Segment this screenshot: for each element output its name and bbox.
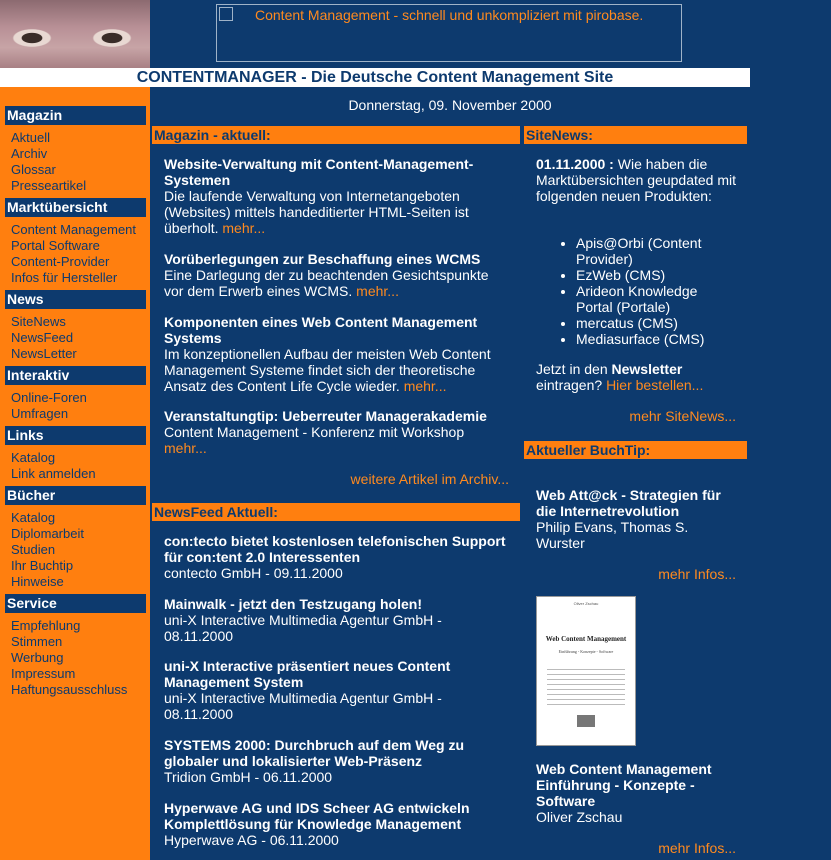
newsfeed-item[interactable] xyxy=(164,658,510,722)
newsfeed-title[interactable]: Mainwalk - jetzt den Testzugang holen! xyxy=(164,596,422,612)
newsletter-word: Newsletter xyxy=(611,361,683,377)
current-date: Donnerstag, 09. November 2000 xyxy=(348,97,552,113)
product-item: • mercatus (CMS) xyxy=(576,315,736,331)
newsfeed-source: contecto GmbH - 09.11.2000 xyxy=(164,565,343,581)
nav-item[interactable]: Impressum xyxy=(11,666,76,681)
cover-title: Web Content Management xyxy=(545,635,627,643)
nav-item[interactable]: Archiv xyxy=(11,146,48,161)
nav-item[interactable]: Katalog xyxy=(11,450,56,465)
site-title: CONTENTMANAGER - Die Deutsche Content Management Site xyxy=(0,68,750,87)
nav-item[interactable]: Ihr Buchtip xyxy=(11,558,74,573)
book-cover-image[interactable] xyxy=(536,596,636,746)
cover-author: Oliver Zschau xyxy=(573,601,599,606)
article-title: Komponenten eines Web Content Management Systems xyxy=(164,314,478,346)
article-text: Im konzeptionellen Aufbau der meisten Web Content Management Systeme findet sich der theoretische Ansatz des Content Life Cycle wieder. xyxy=(164,346,491,394)
nav-item[interactable]: Umfragen xyxy=(11,406,69,421)
cover-text-lines xyxy=(547,669,625,709)
article-text: Die laufende Verwaltung von Internetangeboten (Websites) mittels handeditierter HTML-Seiten ist überholt. xyxy=(164,188,469,236)
buchtip-heading: Aktueller BuchTip: xyxy=(524,441,747,459)
magazin-article xyxy=(164,156,510,236)
newsfeed-item[interactable] xyxy=(164,737,510,785)
newsfeed-item[interactable] xyxy=(164,533,510,581)
broken-image-icon xyxy=(219,7,233,21)
newsletter-order-link[interactable]: Hier bestellen... xyxy=(606,377,704,393)
newsfeed-title[interactable]: con:tecto bietet kostenlosen telefonischen Support für con:tent 2.0 Interessenten xyxy=(164,533,506,565)
nav-item[interactable]: Studien xyxy=(11,542,56,557)
newsfeed-heading: NewsFeed Aktuell: xyxy=(152,503,520,521)
product-item: • Apis@Orbi (Content Provider) xyxy=(576,235,736,267)
nav-item[interactable]: Aktuell xyxy=(11,130,51,145)
sitenews-intro: Wie haben die Marktübersichten geupdated mit folgenden neuen Produkten: xyxy=(536,156,736,204)
newsfeed-item[interactable] xyxy=(164,800,510,848)
book-title: Web Content Management Einführung - Konzepte - Software xyxy=(536,761,712,809)
nav-item[interactable]: Haftungsausschluss xyxy=(11,682,128,697)
nav-item[interactable]: Werbung xyxy=(11,650,64,665)
newsletter-pre: Jetzt in den xyxy=(536,361,612,377)
article-more-link[interactable]: mehr... xyxy=(403,378,447,394)
nav-item[interactable]: Empfehlung xyxy=(11,618,81,633)
newsfeed-source: Hyperwave AG - 06.11.2000 xyxy=(164,832,339,848)
nav-section-heading: Interaktiv xyxy=(5,366,146,385)
nav-item[interactable]: NewsFeed xyxy=(11,330,74,345)
nav-item[interactable]: Link anmelden xyxy=(11,466,96,481)
newsfeed-item[interactable] xyxy=(164,596,510,644)
book-more-link[interactable]: mehr Infos... xyxy=(658,566,736,582)
nav-item[interactable]: Diplomarbeit xyxy=(11,526,84,541)
product-item: • EzWeb (CMS) xyxy=(576,267,736,283)
publisher-logo xyxy=(577,715,595,727)
article-title: Veranstaltungtip: Ueberreuter Managerakademie xyxy=(164,408,487,424)
article-more-link[interactable]: mehr... xyxy=(356,283,399,299)
product-list xyxy=(536,235,736,347)
newsletter-prompt xyxy=(536,361,736,393)
newsfeed-source: uni-X Interactive Multimedia Agentur GmbH - 08.11.2000 xyxy=(164,612,442,644)
banner-alt-text: Content Management - schnell und unkompliziert mit pirobase. xyxy=(255,7,644,23)
nav-section-heading: Magazin xyxy=(5,106,146,125)
nav-section-heading: Service xyxy=(5,594,146,613)
nav-section-heading: Bücher xyxy=(5,486,146,505)
nav-section-heading: Links xyxy=(5,426,146,445)
nav-item[interactable]: Katalog xyxy=(11,510,56,525)
newsfeed-title[interactable]: uni-X Interactive präsentiert neues Content Management System xyxy=(164,658,451,690)
nav-section-heading: Marktübersicht xyxy=(5,198,146,217)
buchtip-book xyxy=(536,487,736,551)
nav-item[interactable]: Portal Software xyxy=(11,238,100,253)
magazin-article xyxy=(164,408,510,456)
article-text: Content Management - Konferenz mit Workshop xyxy=(164,424,465,440)
article-title: Vorüberlegungen zur Beschaffung eines WCMS xyxy=(164,251,481,267)
product-item: • Arideon Knowledge Portal (Portale) xyxy=(576,283,736,315)
article-text: Eine Darlegung der zu beachtenden Gesichtspunkte vor dem Erwerb eines WCMS. xyxy=(164,267,489,299)
nav-section-heading: News xyxy=(5,290,146,309)
sitenews-entry xyxy=(536,156,736,204)
magazin-heading: Magazin - aktuell: xyxy=(152,126,520,144)
nav-item[interactable]: Hinweise xyxy=(11,574,64,589)
newsletter-post: eintragen? xyxy=(536,377,607,393)
nav-item[interactable]: NewsLetter xyxy=(11,346,77,361)
book-more-link[interactable]: mehr Infos... xyxy=(658,840,736,856)
buchtip-book xyxy=(536,761,736,825)
article-more-link[interactable]: mehr... xyxy=(164,440,207,456)
nav-item[interactable]: SiteNews xyxy=(11,314,66,329)
more-sitenews-link[interactable]: mehr SiteNews... xyxy=(629,408,736,424)
pirobase-banner[interactable] xyxy=(216,4,682,62)
archive-link[interactable]: weitere Artikel im Archiv... xyxy=(350,471,509,487)
newsfeed-title[interactable]: Hyperwave AG und IDS Scheer AG entwickeln Komplettlösung für Knowledge Management xyxy=(164,800,470,832)
article-more-link[interactable]: mehr... xyxy=(222,220,266,236)
book-authors: Philip Evans, Thomas S. Wurster xyxy=(536,519,689,551)
nav-item[interactable]: Content Management xyxy=(11,222,137,237)
nav-item[interactable]: Presseartikel xyxy=(11,178,87,193)
cover-subtitle: Einführung - Konzepte - Software xyxy=(558,649,614,654)
nav-item[interactable]: Glossar xyxy=(11,162,56,177)
book-authors: Oliver Zschau xyxy=(536,809,623,825)
magazin-article xyxy=(164,251,510,299)
newsfeed-source: Tridion GmbH - 06.11.2000 xyxy=(164,769,333,785)
nav-item[interactable]: Online-Foren xyxy=(11,390,87,405)
newsfeed-title[interactable]: SYSTEMS 2000: Durchbruch auf dem Weg zu globaler und lokalisierter Web-Präsenz xyxy=(164,737,465,769)
sitenews-heading: SiteNews: xyxy=(524,126,747,144)
nav-item[interactable]: Stimmen xyxy=(11,634,63,649)
header-face-image xyxy=(0,0,150,68)
product-item: • Mediasurface (CMS) xyxy=(576,331,736,347)
magazin-article xyxy=(164,314,510,394)
article-title: Website-Verwaltung mit Content-Management-Systemen xyxy=(164,156,474,188)
nav-item[interactable]: Infos für Hersteller xyxy=(11,270,118,285)
newsfeed-source: uni-X Interactive Multimedia Agentur GmbH - 08.11.2000 xyxy=(164,690,442,722)
sitenews-date: 01.11.2000 : xyxy=(536,156,614,172)
nav-item[interactable]: Content-Provider xyxy=(11,254,110,269)
book-title: Web Att@ck - Strategien für die Internetrevolution xyxy=(536,487,721,519)
